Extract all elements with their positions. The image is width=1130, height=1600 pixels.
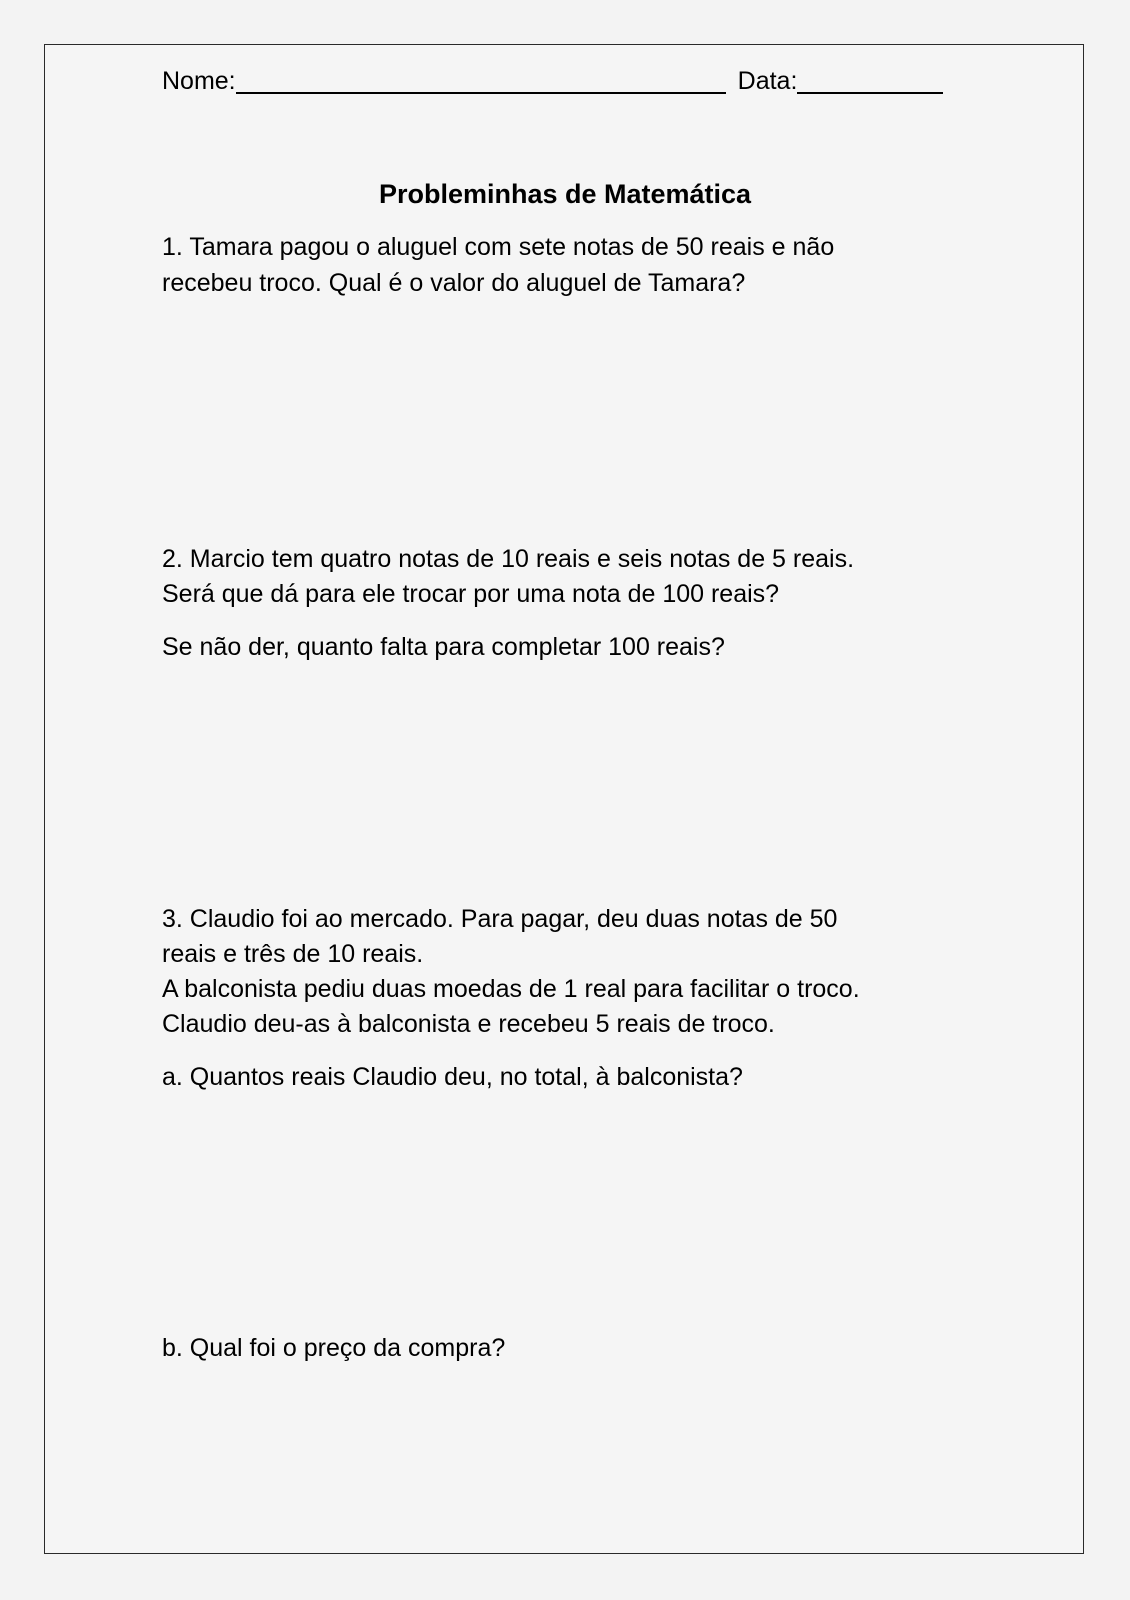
problem-3-line-4: Claudio deu-as à balconista e recebeu 5 reais de troco. [162,1010,775,1038]
problem-2-line-2: Será que dá para ele trocar por uma nota de 100 reais? [162,580,780,608]
problem-3-line-1: 3. Claudio foi ao mercado. Para pagar, deu duas notas de 50 [162,905,838,933]
problem-3-line-2: reais e três de 10 reais. [162,940,424,968]
header-row [162,66,943,96]
problem-1-line-2: recebeu troco. Qual é o valor do aluguel de Tamara? [162,269,746,297]
name-label: Nome: [162,67,236,95]
problem-3-question-a: a. Quantos reais Claudio deu, no total, à balconista? [162,1063,743,1091]
problem-2-line-1: 2. Marcio tem quatro notas de 10 reais e seis notas de 5 reais. [162,545,855,573]
problem-1-line-1: 1. Tamara pagou o aluguel com sete notas de 50 reais e não [162,233,835,261]
date-blank-line[interactable] [797,68,943,94]
name-blank-line[interactable] [236,68,726,94]
page-title: Probleminhas de Matemática [378,179,752,209]
date-label: Data: [737,67,798,95]
problem-3-line-3: A balconista pediu duas moedas de 1 real para facilitar o troco. [162,975,860,1003]
problem-3-question-b: b. Qual foi o preço da compra? [162,1334,506,1362]
problem-2-followup: Se não der, quanto falta para completar 100 reais? [162,633,725,661]
